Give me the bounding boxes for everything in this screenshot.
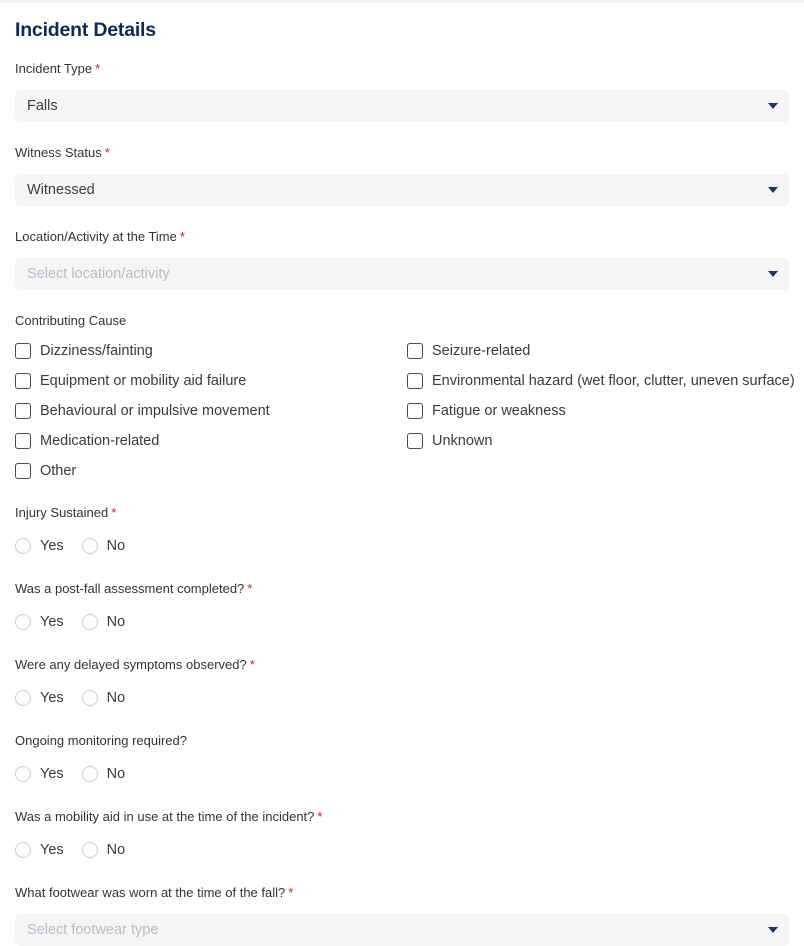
chevron-down-icon (768, 927, 778, 933)
radio-icon[interactable] (15, 690, 31, 706)
incident-type-select[interactable]: Falls (15, 90, 790, 122)
checkbox-icon[interactable] (15, 463, 31, 479)
checkbox-option[interactable]: Dizziness/fainting (15, 343, 407, 359)
checkbox-icon[interactable] (407, 343, 423, 359)
radio-icon[interactable] (82, 766, 98, 782)
question-injury-sustained (15, 505, 790, 555)
question-label: Were any delayed symptoms observed? * (15, 657, 255, 672)
incident-type-label: Incident Type * (15, 61, 101, 76)
chevron-down-icon (768, 187, 778, 193)
question-label: Was a mobility aid in use at the time of the incident? * (15, 809, 323, 824)
location-activity-select[interactable]: Select location/activity (15, 258, 790, 290)
question-label: Injury Sustained * (15, 505, 117, 520)
incident-details-form (0, 17, 804, 946)
checkbox-option[interactable]: Other (15, 463, 407, 479)
radio-icon[interactable] (15, 842, 31, 858)
radio-yes[interactable]: Yes (15, 614, 64, 630)
radio-icon[interactable] (15, 614, 31, 630)
question-mobility-aid (15, 809, 790, 859)
required-asterisk: * (179, 229, 185, 244)
yes-no-radio-group (15, 613, 790, 631)
checkbox-option[interactable]: Environmental hazard (wet floor, clutter, uneven surface) (407, 373, 795, 389)
radio-yes[interactable]: Yes (15, 842, 64, 858)
radio-no[interactable]: No (82, 842, 126, 858)
checkbox-icon[interactable] (407, 373, 423, 389)
footwear-select[interactable]: Select footwear type (15, 914, 790, 946)
radio-no[interactable]: No (82, 690, 126, 706)
required-asterisk: * (95, 61, 101, 76)
question-post-fall-assessment (15, 581, 790, 631)
checkbox-icon[interactable] (15, 373, 31, 389)
chevron-down-icon (768, 103, 778, 109)
radio-no[interactable]: No (82, 614, 126, 630)
radio-icon[interactable] (15, 538, 31, 554)
radio-icon[interactable] (82, 690, 98, 706)
question-ongoing-monitoring (15, 733, 790, 783)
required-asterisk: * (111, 505, 117, 520)
contributing-cause-options (15, 343, 795, 479)
top-border (0, 0, 804, 3)
checkbox-icon[interactable] (15, 343, 31, 359)
chevron-down-icon (768, 271, 778, 277)
question-delayed-symptoms (15, 657, 790, 707)
radio-icon[interactable] (82, 538, 98, 554)
radio-icon[interactable] (15, 766, 31, 782)
checkbox-option[interactable]: Seizure-related (407, 343, 795, 359)
location-activity-field (15, 229, 790, 290)
incident-type-field (15, 61, 790, 122)
question-label: Was a post-fall assessment completed? * (15, 581, 253, 596)
radio-no[interactable]: No (82, 766, 126, 782)
radio-yes[interactable]: Yes (15, 690, 64, 706)
required-asterisk: * (104, 145, 110, 160)
radio-icon[interactable] (82, 842, 98, 858)
radio-icon[interactable] (82, 614, 98, 630)
required-asterisk: * (249, 657, 255, 672)
required-asterisk: * (247, 581, 253, 596)
footwear-label: What footwear was worn at the time of the fall? * (15, 885, 294, 900)
yes-no-radio-group (15, 841, 790, 859)
yes-no-radio-group (15, 689, 790, 707)
yes-no-radio-group (15, 765, 790, 783)
checkbox-option[interactable]: Equipment or mobility aid failure (15, 373, 407, 389)
checkbox-icon[interactable] (407, 433, 423, 449)
radio-yes[interactable]: Yes (15, 766, 64, 782)
radio-no[interactable]: No (82, 538, 126, 554)
checkbox-option[interactable]: Fatigue or weakness (407, 403, 795, 419)
checkbox-icon[interactable] (15, 403, 31, 419)
witness-status-field (15, 145, 790, 206)
witness-status-select[interactable]: Witnessed (15, 174, 790, 206)
question-label: Ongoing monitoring required? (15, 733, 187, 748)
footwear-field (15, 885, 790, 946)
contributing-cause-label: Contributing Cause (15, 313, 127, 328)
checkbox-icon[interactable] (15, 433, 31, 449)
location-activity-label: Location/Activity at the Time * (15, 229, 185, 244)
checkbox-option[interactable]: Behavioural or impulsive movement (15, 403, 407, 419)
checkbox-option[interactable]: Medication-related (15, 433, 407, 449)
witness-status-label: Witness Status * (15, 145, 110, 160)
required-asterisk: * (288, 885, 294, 900)
checkbox-icon[interactable] (407, 403, 423, 419)
radio-yes[interactable]: Yes (15, 538, 64, 554)
checkbox-option[interactable]: Unknown (407, 433, 795, 449)
yes-no-radio-group (15, 537, 790, 555)
required-asterisk: * (317, 809, 323, 824)
section-title: Incident Details (15, 19, 156, 41)
